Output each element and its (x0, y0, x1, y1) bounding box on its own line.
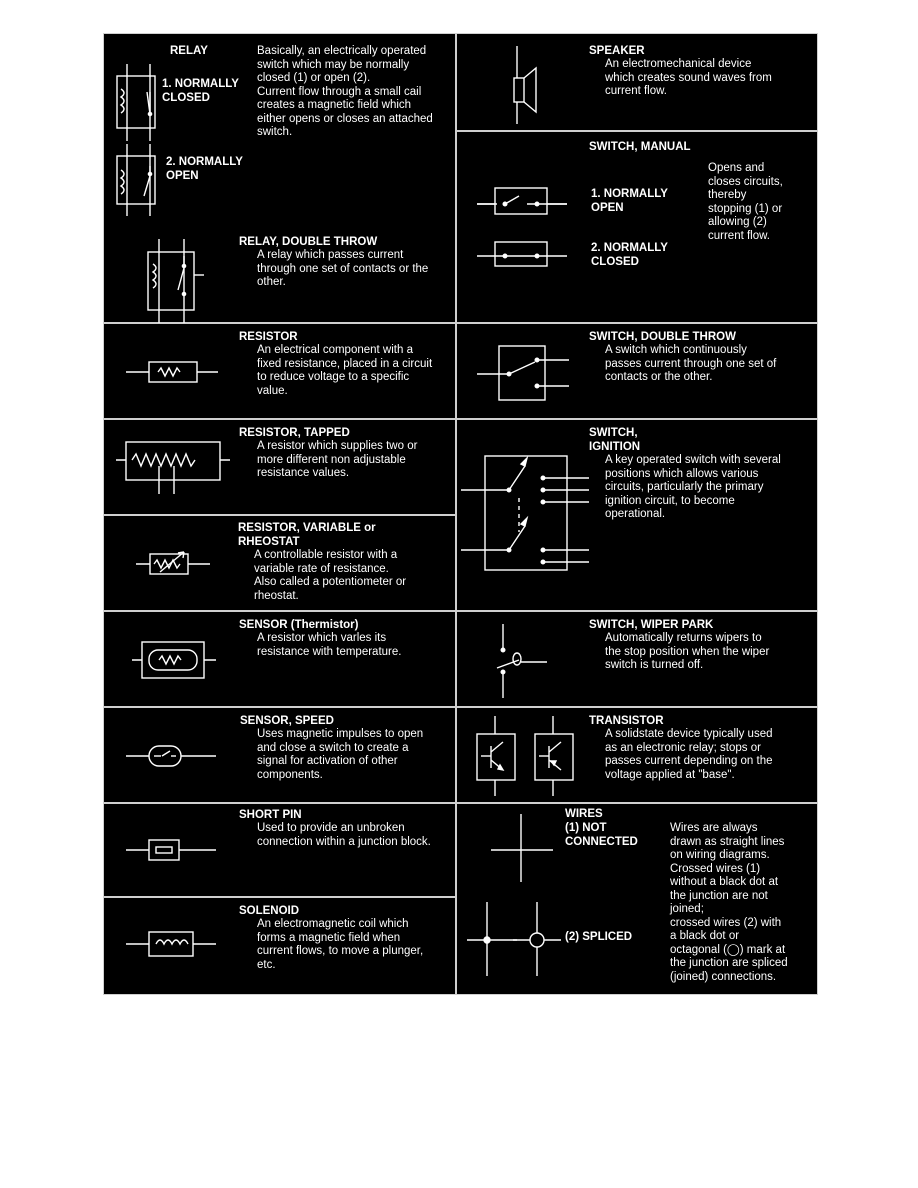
transistor-title: TRANSISTOR (589, 715, 664, 727)
cell-solenoid (103, 897, 456, 995)
relay-title: RELAY (170, 45, 208, 57)
symbol-legend-panel (103, 33, 818, 995)
resistor-description: An electrical component with a fixed resistance, placed in a circuit to reduce voltage to a specific value. (257, 344, 433, 397)
switch-manual-description: Opens and closes circuits, thereby stopping (1) or allowing (2) current flow. (708, 162, 783, 242)
cell-wires (456, 803, 818, 995)
wires-description: Wires are always drawn as straight lines on wiring diagrams. Crossed wires (1) without a black dot at the junction are not joined; crossed wires (2) with a black dot or octagonal (◯) mark at the junction are spliced (joined) connections. (670, 822, 788, 983)
cell-resistor-variable (103, 515, 456, 611)
cell-switch-manual (456, 131, 818, 323)
wires-title: WIRES (565, 808, 603, 820)
cell-short-pin (103, 803, 456, 897)
sensor-speed-description: Uses magnetic impulses to open and close a switch to create a signal for activation of other components. (257, 728, 424, 781)
cell-sensor-thermistor (103, 611, 456, 707)
resistor-variable-title: RESISTOR, VARIABLE or RHEOSTAT (238, 522, 376, 548)
relay-normally-closed-label: 1. NORMALLY CLOSED (162, 78, 239, 104)
cell-relay (103, 33, 456, 323)
sensor-thermistor-description: A resistor which varles its resistance with temperature. (257, 632, 402, 658)
switch-manual-title: SWITCH, MANUAL (589, 141, 691, 153)
cell-transistor (456, 707, 818, 803)
cell-switch-ignition (456, 419, 818, 611)
cell-resistor-tapped (103, 419, 456, 515)
speaker-title: SPEAKER (589, 45, 645, 57)
relay-description: Basically, an electrically operated switch which may be normally closed (1) or open (2). Current flow through a small cail creates a magnetic field which either opens or closes an attached switch. (257, 45, 433, 138)
switch-double-throw-title: SWITCH, DOUBLE THROW (589, 331, 736, 343)
cell-speaker (456, 33, 818, 131)
relay-normally-open-label: 2. NORMALLY OPEN (166, 156, 243, 182)
short-pin-description: Used to provide an unbroken connection within a junction block. (257, 822, 431, 848)
resistor-tapped-title: RESISTOR, TAPPED (239, 427, 350, 439)
transistor-description: A solidstate device typically used as an electronic relay; stops or passes current depending on the voltage applied at "base". (605, 728, 773, 781)
resistor-title: RESISTOR (239, 331, 298, 343)
short-pin-title: SHORT PIN (239, 809, 302, 821)
resistor-variable-description: A controllable resistor with a variable rate of resistance. Also called a potentiometer or rheostat. (254, 549, 407, 602)
switch-double-throw-description: A switch which continuously passes current through one set of contacts or the other. (605, 344, 777, 383)
wires-spliced-label: (2) SPLICED (565, 931, 633, 943)
solenoid-title: SOLENOID (239, 905, 300, 917)
switch-wiper-park-title: SWITCH, WIPER PARK (589, 619, 714, 631)
cell-sensor-speed (103, 707, 456, 803)
relay-double-throw-title: RELAY, DOUBLE THROW (239, 236, 378, 248)
wires-not-connected-label: (1) NOT CONNECTED (565, 822, 638, 848)
switch-manual-normally-open-label: 1. NORMALLY OPEN (591, 188, 668, 214)
solenoid-description: An electromagnetic coil which forms a magnetic field when current flows, to move a plunger, etc. (257, 918, 424, 971)
cell-resistor (103, 323, 456, 419)
switch-ignition-title: SWITCH, IGNITION (589, 427, 641, 453)
resistor-tapped-description: A resistor which supplies two or more different non adjustable resistance values. (257, 440, 418, 479)
switch-ignition-description: A key operated switch with several positions which allows various circuits, particularly the primary ignition circuit, to become operational. (605, 454, 781, 520)
sensor-thermistor-title: SENSOR (Thermistor) (239, 619, 359, 631)
speaker-description: An electromechanical device which creates sound waves from current flow. (605, 58, 772, 97)
sensor-speed-title: SENSOR, SPEED (240, 715, 334, 727)
switch-manual-normally-closed-label: 2. NORMALLY CLOSED (591, 242, 668, 268)
switch-wiper-park-description: Automatically returns wipers to the stop position when the wiper switch is turned off. (605, 632, 770, 671)
relay-double-throw-description: A relay which passes current through one set of contacts or the other. (257, 249, 429, 288)
cell-switch-double-throw (456, 323, 818, 419)
cell-switch-wiper-park (456, 611, 818, 707)
